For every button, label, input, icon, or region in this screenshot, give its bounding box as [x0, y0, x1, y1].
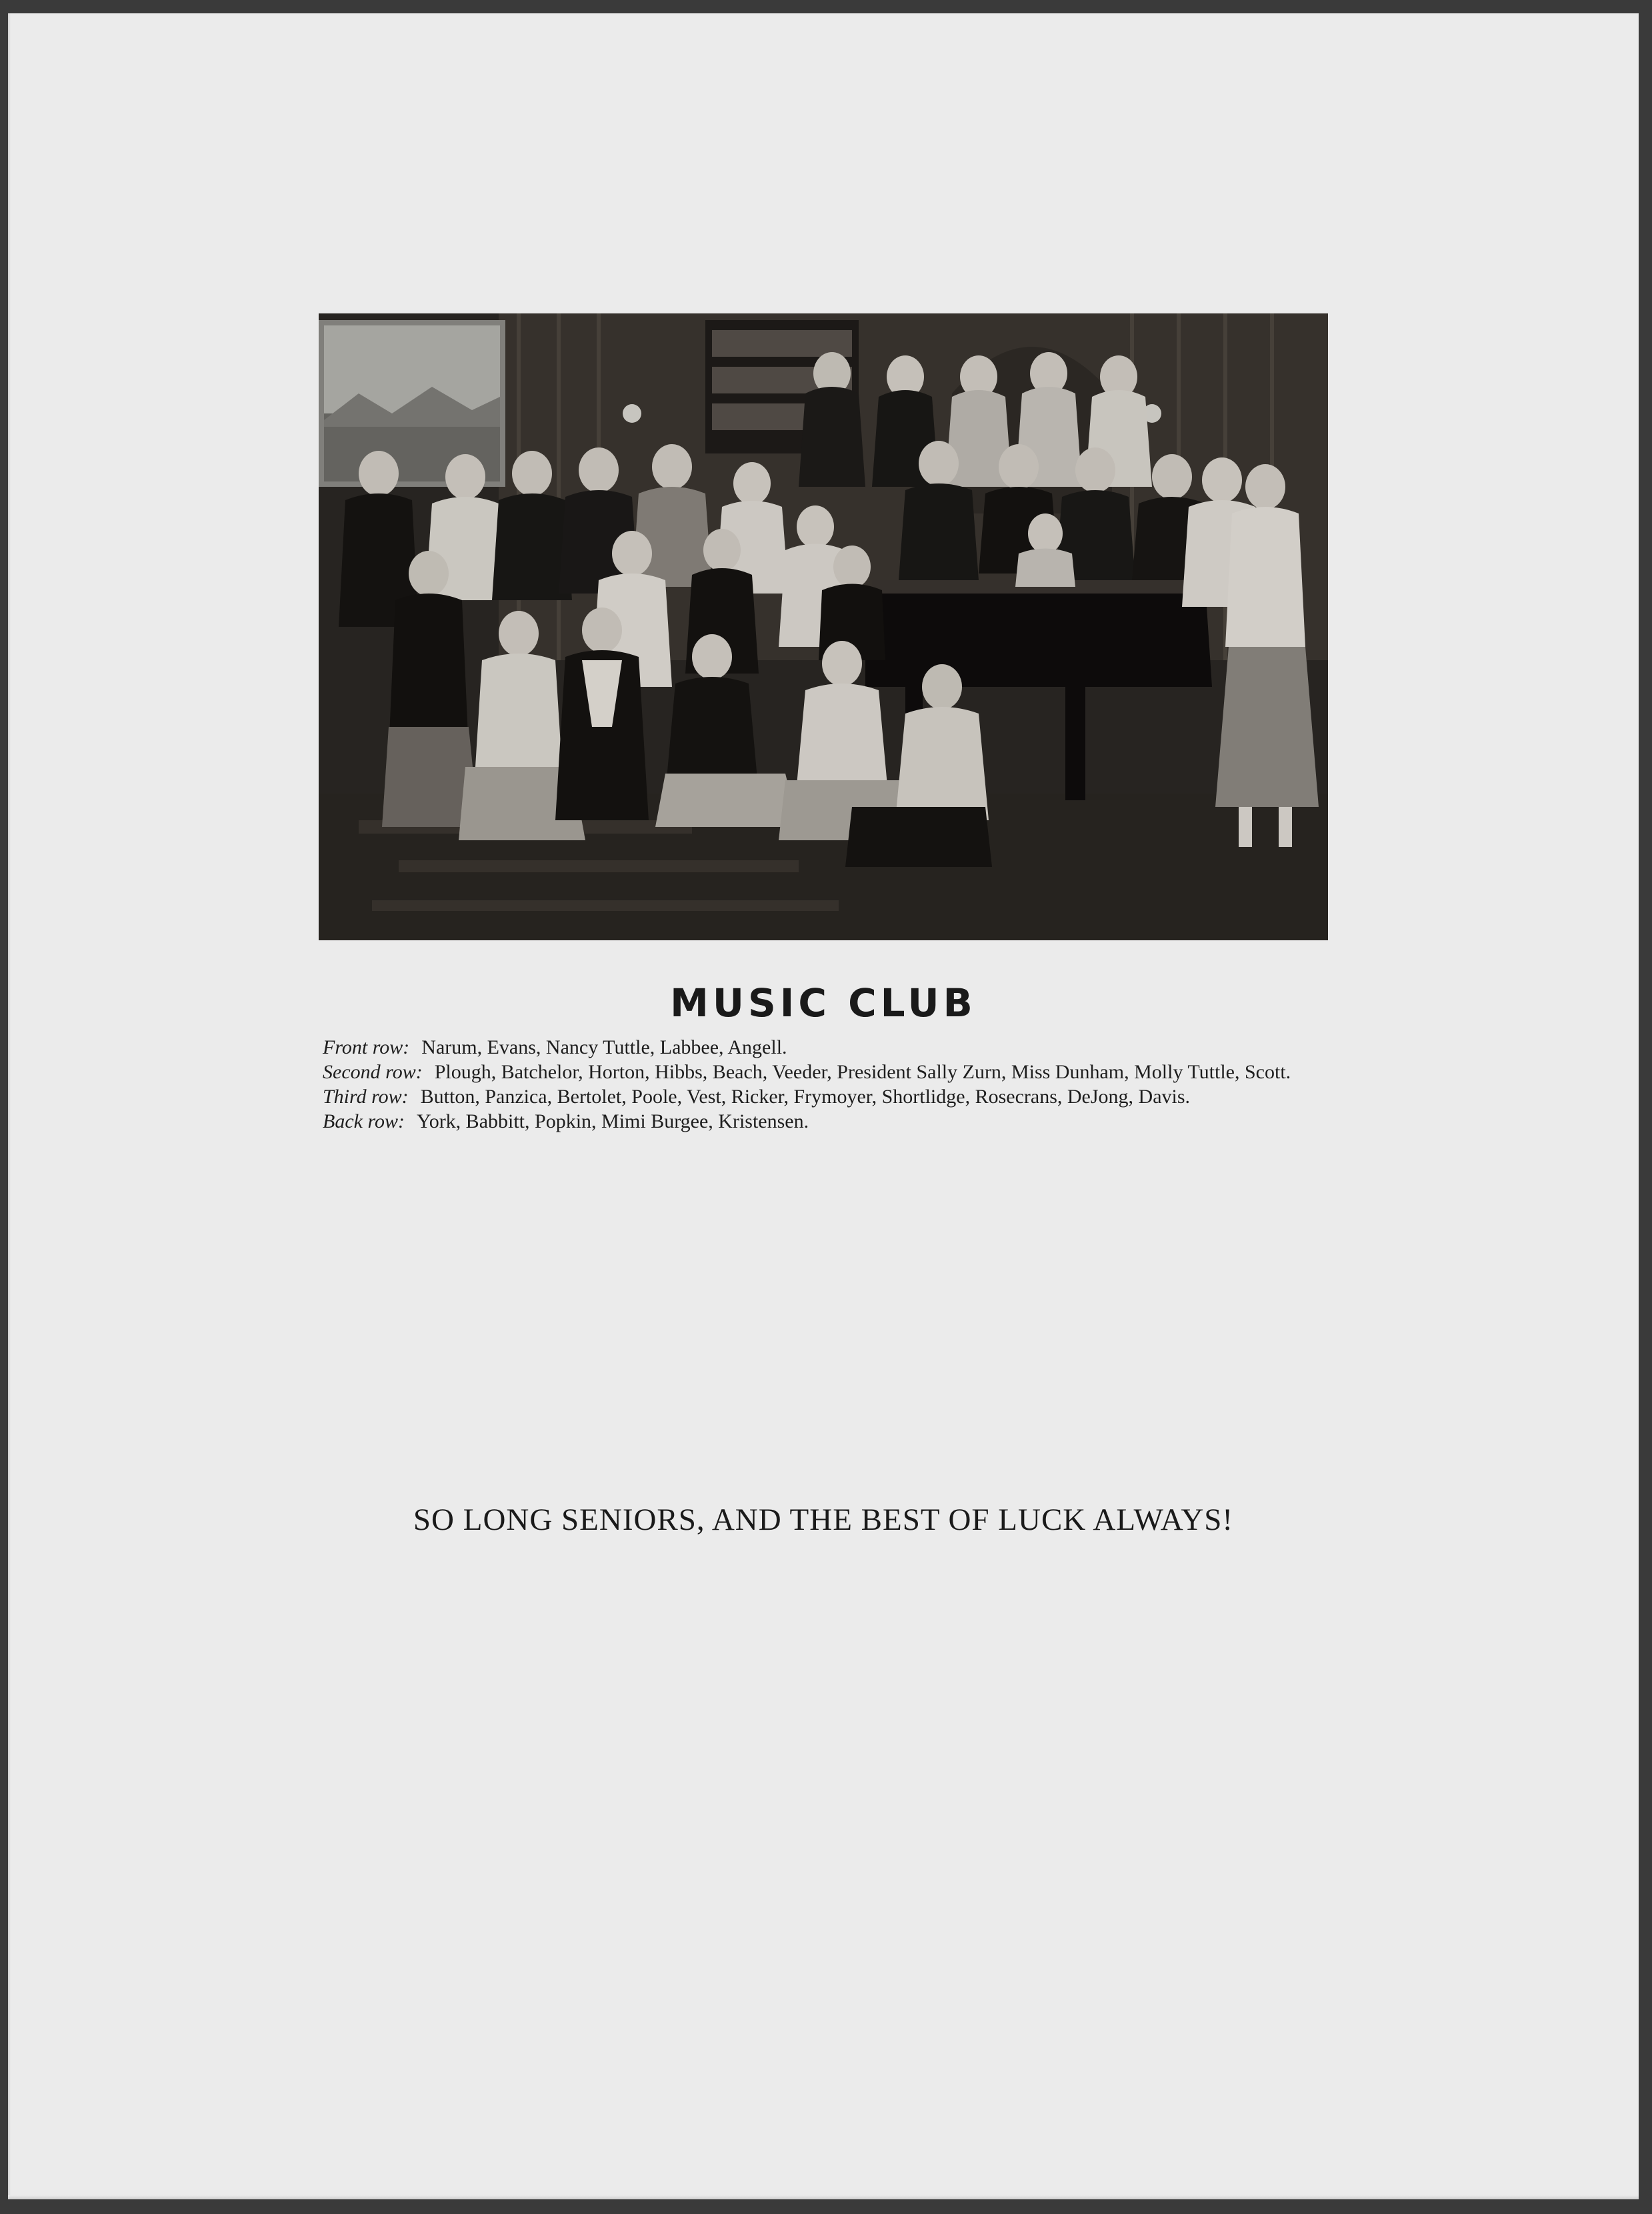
farewell-message: SO LONG SENIORS, AND THE BEST OF LUCK ALWAYS!	[413, 1502, 1234, 1537]
caption-row-names: Plough, Batchelor, Horton, Hibbs, Beach, Veeder, President Sally Zurn, Miss Dunham, Molly Tuttle, Scott.	[434, 1061, 1291, 1083]
caption-row-label: Front row:	[323, 1036, 410, 1058]
scan-edge	[8, 13, 11, 2199]
group-photo	[319, 313, 1328, 940]
group-photo-illustration	[319, 313, 1328, 940]
caption-row-front	[323, 1035, 1323, 1060]
caption-row-names: York, Babbitt, Popkin, Mimi Burgee, Kristensen.	[417, 1110, 809, 1132]
caption-row-label: Second row:	[323, 1061, 423, 1083]
caption-row-label: Third row:	[323, 1086, 409, 1108]
caption-row-names: Narum, Evans, Nancy Tuttle, Labbee, Angell.	[421, 1036, 787, 1058]
caption-row-label: Back row:	[323, 1110, 405, 1132]
club-title: MUSIC CLUB	[670, 980, 977, 1026]
caption-row-second	[323, 1060, 1323, 1084]
scan-edge	[8, 2195, 1639, 2199]
caption-row-back	[323, 1109, 1323, 1134]
photo-caption	[323, 1035, 1323, 1134]
yearbook-page	[8, 13, 1639, 2199]
caption-row-names: Button, Panzica, Bertolet, Poole, Vest, Ricker, Frymoyer, Shortlidge, Rosecrans, DeJong, Davis.	[420, 1086, 1191, 1108]
caption-row-third	[323, 1084, 1323, 1109]
